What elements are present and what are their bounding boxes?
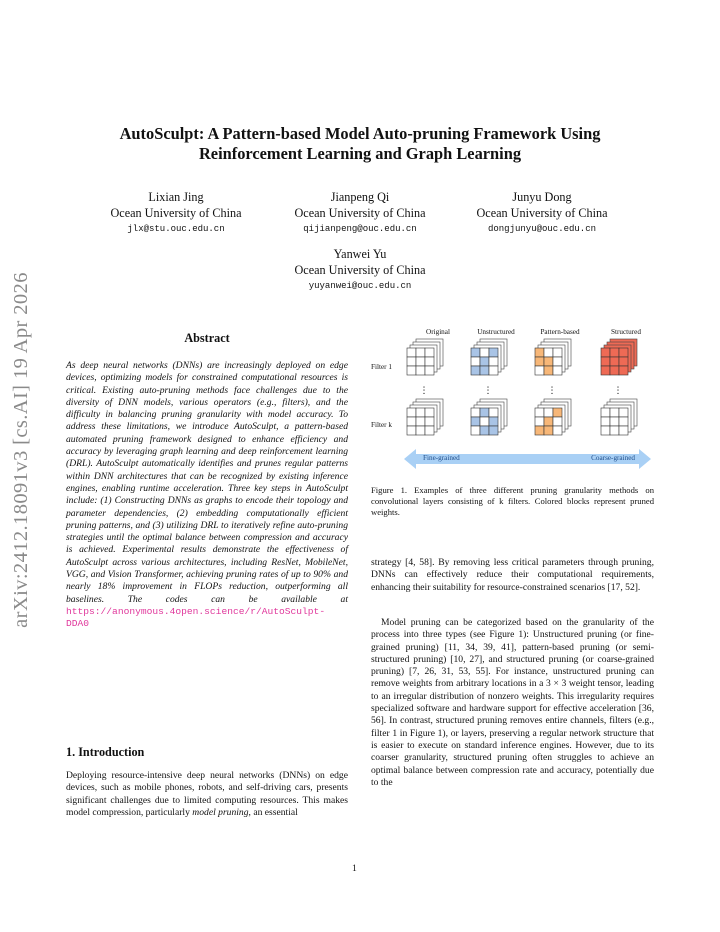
vertical-ellipsis: ⋮ (419, 386, 429, 396)
author-email[interactable]: qijianpeng@ouc.edu.cn (303, 224, 417, 234)
author-name: Jianpeng Qi (330, 190, 390, 204)
weight-grid (471, 339, 507, 375)
fig-col-label: Structured (611, 328, 641, 336)
weight-grid (407, 399, 443, 435)
abstract-heading: Abstract (184, 331, 230, 345)
intro-text: Deploying resource-intensive deep neural networks (DNNs) on edge devices, such as mobile phones, robots, and self-driving cars, presents significant challenges due to limited computing resources. This makes model compression, particularly (66, 770, 348, 818)
author-email[interactable]: dongjunyu@ouc.edu.cn (487, 224, 597, 234)
paragraph-text: strategy [4, 58]. By removing less critical parameters through pruning, DNNs can effectively reduce their computational requirements, enhancing their suitability for resource-constrained scenarios [17, 52]. (371, 557, 654, 593)
author-affiliation: Ocean University of China (476, 206, 608, 220)
author-name: Yanwei Yu (333, 247, 387, 261)
paper-title (60, 124, 660, 164)
figure-1-caption: Figure 1. Examples of three different pruning granularity methods on convolutional layers consisting of k filters. Colored blocks represent pruned weights. (371, 485, 654, 518)
vertical-ellipsis: ⋮ (613, 386, 623, 396)
weight-grid (407, 339, 443, 375)
author-name: Lixian Jing (148, 190, 204, 204)
intro-paragraph (66, 770, 348, 819)
fig-row-label: Filter k (371, 421, 392, 429)
fig-col-label: Unstructured (477, 328, 515, 336)
author-block (280, 189, 440, 237)
vertical-ellipsis: ⋮ (547, 386, 557, 396)
author-email[interactable]: yuyanwei@ouc.edu.cn (308, 281, 412, 291)
arrow-label-coarse: Coarse-grained (591, 454, 635, 462)
author-email[interactable]: jlx@stu.ouc.edu.cn (127, 224, 225, 234)
code-link[interactable]: https://anonymous.4open.science/r/AutoSculpt-DDA0 (66, 605, 326, 630)
section-heading-introduction: 1. Introduction (66, 745, 145, 759)
paragraph-text: Model pruning can be categorized based on the granularity of the process into three types (see Figure 1): Unstructured pruning (or fine-grained pruning) [11, 34, 39, 41], pattern-based pruning (or semi-structured pruning) [10, 27], and structured pruning (or coarse-grained pruning) [7, 26, 31, 53, 55]. For instance, unstructured pruning can remove weights from arbitrary locations in a 3 × 3 weight tensor, leading to an irregular distribution of nonzero weights. This irregularity requires specialized software and hardware support for effective acceleration [36, 56]. In contrast, structured pruning removes entire channels, filters (e.g., filter 1 in Figure 1), or layers, preserving a regular network structure that is easier to execute on standard inference engines. However, due to its coarser granularity, structured pruning often struggles to achieve an optimal balance between compression rate and accuracy, potentially due to the (371, 617, 654, 788)
abstract-text: As deep neural networks (DNNs) are increasingly deployed on edge devices, optimizing models for constrained computational resources is critical. Existing auto-pruning methods face challenges due to the diversity of DNN models, various operators (e.g., filters), and the difficulty in balancing pruning granularity with model accuracy. To address these limitations, we introduce AutoSculpt, a pattern-based automated pruning framework designed to enhance efficiency and accuracy by leveraging graph learning and deep reinforcement learning (DRL). AutoSculpt automatically identifies and prunes regular patterns within DNN architectures that can be recognized by existing inference engines, enabling runtime acceleration. Three key steps in AutoSculpt include: (1) Constructing DNNs as graphs to encode their topology and parameter dependencies, (2) embedding computationally efficient pruning patterns, and (3) utilizing DRL to iteratively refine auto-pruning strategies until the optimal balance between compression and accuracy is achieved. Experimental results demonstrate the effectiveness of AutoSculpt across various architectures, including ResNet, MobileNet, VGG, and Vision Transformer, achieving pruning rates of up to 90% and nearly 18% improvement in FLOPs reduction, outperforming all baselines. The codes can be available at (66, 360, 348, 605)
arxiv-sidebar-stamp: arXiv:2412.18091v3 [cs.AI] 19 Apr 2026 (10, 272, 32, 628)
right-paragraph-1 (371, 557, 654, 594)
abstract-body (66, 360, 348, 631)
fig-row-label: Filter 1 (371, 363, 392, 371)
pruning-granularity-diagram (371, 325, 654, 475)
page-number: 1 (352, 863, 357, 874)
title-line-2: Reinforcement Learning and Graph Learning (198, 144, 522, 163)
intro-emphasis: model pruning (192, 806, 249, 818)
title-line-1: AutoSculpt: A Pattern-based Model Auto-pruning Framework Using (119, 124, 601, 143)
author-block (280, 246, 440, 294)
fig-col-label: Pattern-based (540, 328, 580, 336)
vertical-ellipsis: ⋮ (483, 386, 493, 396)
intro-text-end: , an essential (248, 806, 298, 818)
author-affiliation: Ocean University of China (110, 206, 242, 220)
weight-grid (601, 339, 637, 375)
author-name: Junyu Dong (512, 190, 572, 204)
author-affiliation: Ocean University of China (294, 206, 426, 220)
figure-1 (371, 325, 654, 475)
weight-grid (601, 399, 637, 435)
author-block (462, 189, 622, 237)
weight-grid (535, 339, 571, 375)
weight-grid (471, 399, 507, 435)
weight-grid (535, 399, 571, 435)
fig-col-label: Original (426, 328, 450, 336)
right-paragraph-2 (371, 617, 654, 789)
arrow-label-fine: Fine-grained (423, 454, 460, 462)
author-block (96, 189, 256, 237)
author-affiliation: Ocean University of China (294, 263, 426, 277)
